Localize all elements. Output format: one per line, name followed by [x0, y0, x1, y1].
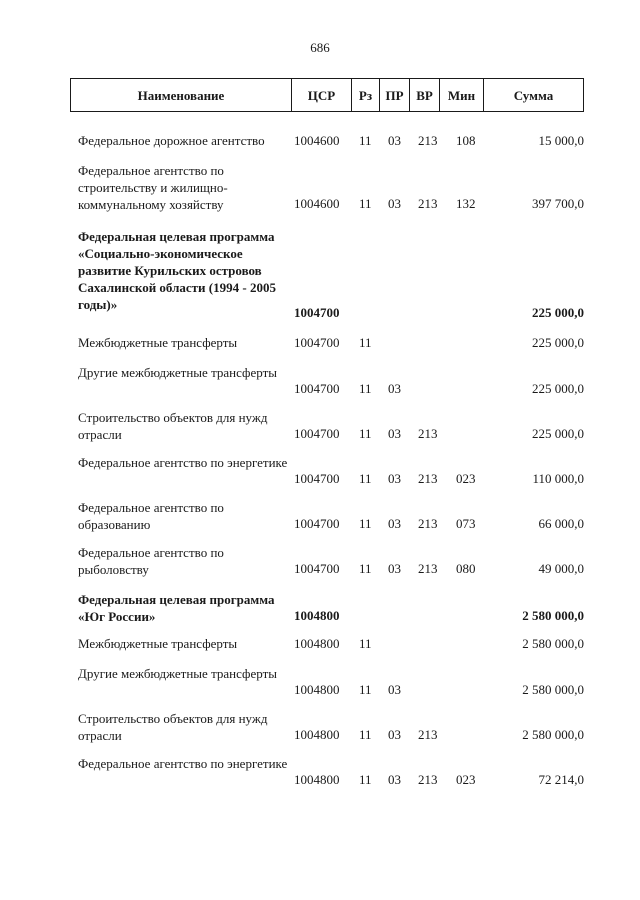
row-sum: 15 000,0 — [538, 133, 584, 148]
page-number: 686 — [310, 40, 330, 55]
row-sum: 2 580 000,0 — [522, 727, 584, 742]
row-sum: 225 000,0 — [532, 381, 584, 396]
column-header-csr: ЦСР — [291, 79, 351, 111]
row-csr: 1004800 — [294, 608, 340, 623]
row-name: Другие межбюджетные трансферты — [78, 365, 277, 380]
row-vr: 213 — [418, 561, 438, 576]
row-csr: 1004700 — [294, 561, 340, 576]
row-min: 080 — [456, 561, 476, 576]
row-rz: 11 — [359, 682, 372, 697]
row-vr: 213 — [418, 133, 438, 148]
row-name: Федеральное агентство по энергетике — [78, 756, 288, 771]
row-name: Федеральное агентство по образованию — [78, 500, 224, 532]
row-rz: 11 — [359, 381, 372, 396]
row-rz: 11 — [359, 516, 372, 531]
row-min: 108 — [456, 133, 476, 148]
row-sum: 66 000,0 — [538, 516, 584, 531]
row-csr: 1004800 — [294, 682, 340, 697]
row-name: Федеральное агентство по строительству и жилищно-коммунальному хозяйству — [78, 163, 228, 212]
row-rz: 11 — [359, 561, 372, 576]
row-rz: 11 — [359, 772, 372, 787]
row-rz: 11 — [359, 426, 372, 441]
row-name: Строительство объектов для нужд отрасли — [78, 711, 268, 743]
row-pr: 03 — [388, 426, 401, 441]
row-vr: 213 — [418, 196, 438, 211]
row-pr: 03 — [388, 471, 401, 486]
row-csr: 1004800 — [294, 727, 340, 742]
row-pr: 03 — [388, 561, 401, 576]
row-name: Другие межбюджетные трансферты — [78, 666, 277, 681]
row-rz: 11 — [359, 636, 372, 651]
row-rz: 11 — [359, 335, 372, 350]
row-pr: 03 — [388, 772, 401, 787]
row-name: Межбюджетные трансферты — [78, 335, 238, 350]
row-pr: 03 — [388, 682, 401, 697]
row-sum: 2 580 000,0 — [522, 682, 584, 697]
row-vr: 213 — [418, 772, 438, 787]
column-header-min: Мин — [439, 79, 483, 111]
row-sum: 397 700,0 — [532, 196, 584, 211]
row-rz: 11 — [359, 727, 372, 742]
column-header-sum: Сумма — [483, 79, 583, 111]
row-sum: 49 000,0 — [538, 561, 584, 576]
row-sum: 2 580 000,0 — [522, 636, 584, 651]
row-pr: 03 — [388, 516, 401, 531]
row-sum: 72 214,0 — [538, 772, 584, 787]
row-sum: 225 000,0 — [532, 335, 584, 350]
row-name: Федеральное агентство по энергетике — [78, 455, 288, 470]
row-name: Федеральное дорожное агентство — [78, 133, 265, 148]
row-pr: 03 — [388, 381, 401, 396]
row-csr: 1004700 — [294, 381, 340, 396]
row-pr: 03 — [388, 727, 401, 742]
row-sum: 2 580 000,0 — [522, 608, 584, 623]
row-csr: 1004700 — [294, 305, 340, 320]
row-csr: 1004700 — [294, 335, 340, 350]
column-header-rz: Рз — [351, 79, 379, 111]
row-csr: 1004600 — [294, 196, 340, 211]
row-vr: 213 — [418, 426, 438, 441]
row-csr: 1004600 — [294, 133, 340, 148]
row-min: 023 — [456, 772, 476, 787]
row-name: Строительство объектов для нужд отрасли — [78, 410, 268, 442]
row-csr: 1004800 — [294, 772, 340, 787]
row-min: 073 — [456, 516, 476, 531]
row-name: Федеральное агентство по рыболовству — [78, 545, 224, 577]
row-csr: 1004700 — [294, 426, 340, 441]
row-name: Федеральная целевая программа «Юг России» — [78, 592, 275, 624]
row-csr: 1004700 — [294, 471, 340, 486]
table-header — [70, 78, 584, 112]
column-header-vr: ВР — [409, 79, 439, 111]
row-vr: 213 — [418, 516, 438, 531]
row-csr: 1004700 — [294, 516, 340, 531]
row-csr: 1004800 — [294, 636, 340, 651]
row-min: 132 — [456, 196, 476, 211]
row-sum: 225 000,0 — [532, 305, 584, 320]
row-name: Федеральная целевая программа «Социально-экономическое развитие Курильских островов Сахалинской области (1994 - 2005 годы)» — [78, 229, 276, 312]
row-sum: 225 000,0 — [532, 426, 584, 441]
row-rz: 11 — [359, 471, 372, 486]
row-vr: 213 — [418, 727, 438, 742]
row-name: Межбюджетные трансферты — [78, 636, 238, 651]
row-min: 023 — [456, 471, 476, 486]
row-pr: 03 — [388, 133, 401, 148]
row-pr: 03 — [388, 196, 401, 211]
row-sum: 110 000,0 — [532, 471, 584, 486]
row-rz: 11 — [359, 133, 372, 148]
column-header-pr: ПР — [379, 79, 409, 111]
column-header-name: Наименование — [137, 88, 225, 103]
row-rz: 11 — [359, 196, 372, 211]
row-vr: 213 — [418, 471, 438, 486]
